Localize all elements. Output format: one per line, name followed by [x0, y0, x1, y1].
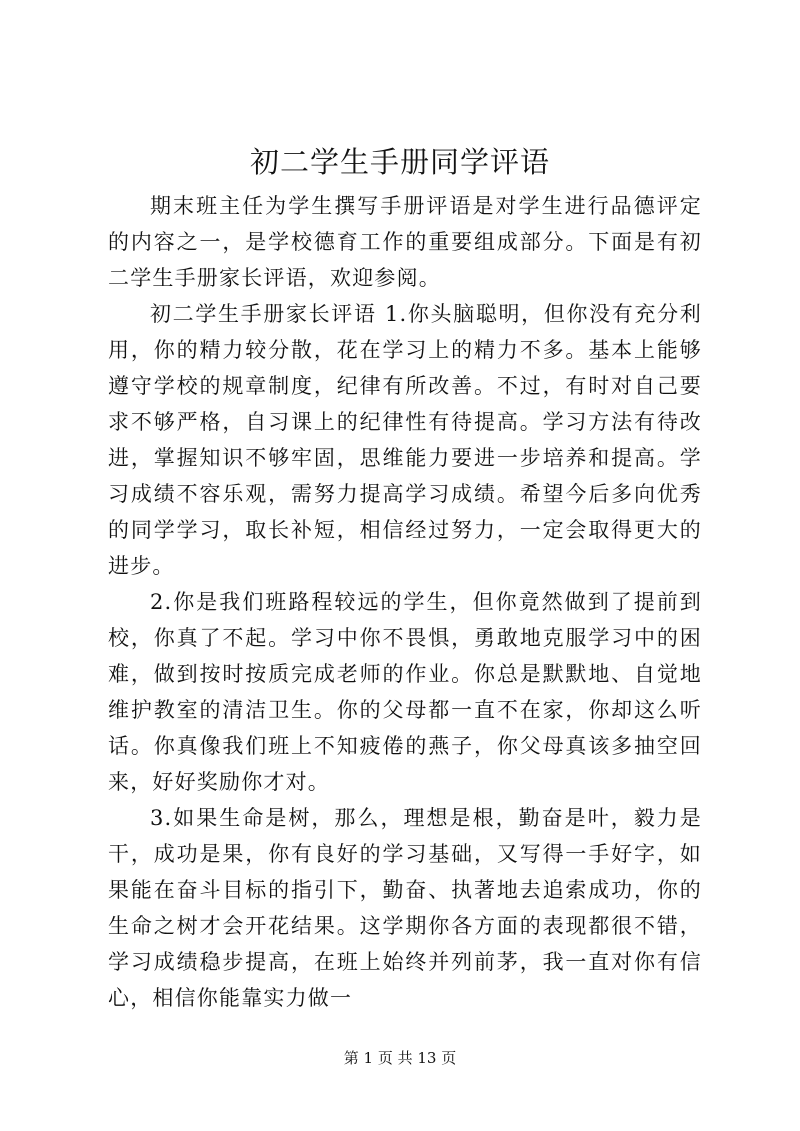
paragraph-comment-3: 3.如果生命是树，那么，理想是根，勤奋是叶，毅力是干，成功是果，你有良好的学习基础，又写得一手好字，如果能在奋斗目标的指引下，勤奋、执著地去追索成功，你的生命之树才会开花结果。这学期你各方面的表现都很不错，学习成绩稳步提高，在班上始终并列前茅，我一直对你有信心，相信你能靠实力做一 — [108, 806, 702, 1010]
paragraph-comment-2: 2.你是我们班路程较远的学生，但你竟然做到了提前到校，你真了不起。学习中你不畏惧，勇敢地克服学习中的困难，做到按时按质完成老师的作业。你总是默默地、自觉地维护教室的清洁卫生。你的父母都一直不在家，你却这么听话。你真像我们班上不知疲倦的燕子，你父母真该多抽空回来，好好奖励你才对。 — [108, 590, 702, 794]
page-footer: 第 1 页 共 13 页 — [343, 1049, 457, 1067]
paragraph-intro: 期末班主任为学生撰写手册评语是对学生进行品德评定的内容之一，是学校德育工作的重要组成部分。下面是有初二学生手册家长评语，欢迎参阅。 — [108, 194, 702, 290]
page-title: 初二学生手册同学评语 — [249, 145, 550, 179]
paragraph-comment-1: 初二学生手册家长评语 1.你头脑聪明，但你没有充分利用，你的精力较分散，花在学习上的精力不多。基本上能够遵守学校的规章制度，纪律有所改善。不过，有时对自己要求不够严格，自习课上的纪律性有待提高。学习方法有待改进，掌握知识不够牢固，思维能力要进一步培养和提高。学习成绩不容乐观，需努力提高学习成绩。希望今后多向优秀的同学学习，取长补短，相信经过努力，一定会取得更大的进步。 — [108, 302, 702, 578]
document-body — [108, 188, 702, 1016]
